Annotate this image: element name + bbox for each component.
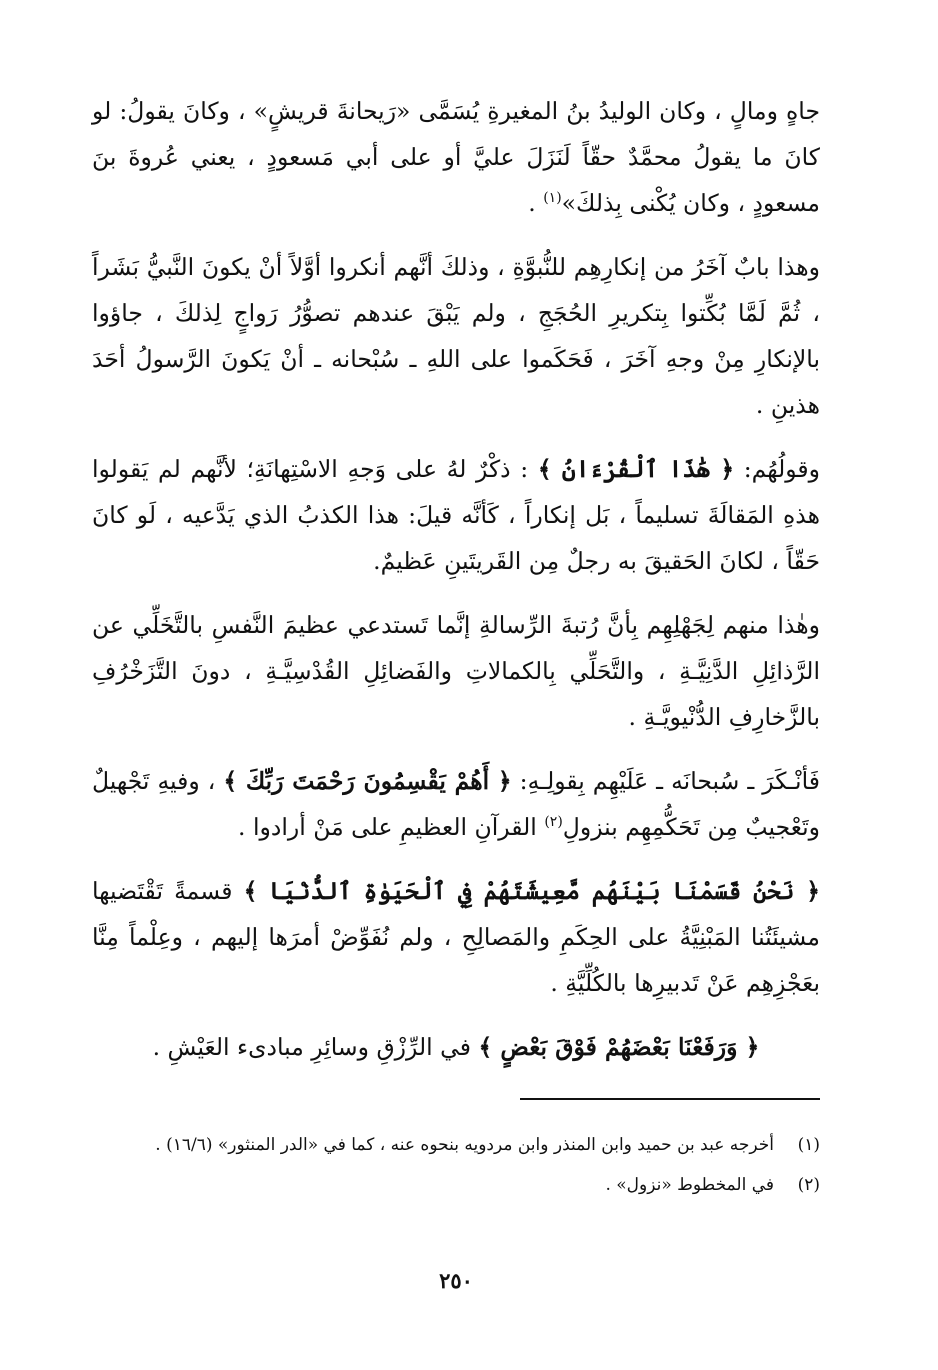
footnote-text: في المخطوط «نزول» . — [605, 1175, 774, 1195]
paragraph-3 — [92, 446, 820, 584]
quran-quote: ﴿ أَهُمْ يَقْسِمُونَ رَحْمَتَ رَبِّكَ ﴾ — [223, 767, 512, 795]
paragraph-5-tail: القرآنِ العظيمِ على مَنْ أرادوا . — [238, 813, 545, 841]
page-body — [92, 88, 820, 1338]
paragraph-1 — [92, 88, 820, 226]
footnote-divider — [520, 1098, 820, 1100]
quran-quote: ﴿ هَٰذَا ٱلْقُرْءَانُ ﴾ — [537, 455, 735, 483]
paragraph-5-lead: فَأنْـكَرَ ـ سُبحانَه ـ عَلَيْهِم بِقولِـهِ: — [511, 767, 820, 795]
footnote-ref-1[interactable]: (١) — [543, 190, 562, 207]
footnote-1 — [92, 1128, 820, 1162]
paragraph-1-tail: . — [528, 189, 544, 217]
paragraph-2 — [92, 244, 820, 428]
page-number: ٢٥٠ — [439, 1268, 473, 1293]
quran-quote: ﴿ وَرَفَعْنَا بَعْضَهُمْ فَوْقَ بَعْضٍ ﴾ — [478, 1033, 760, 1061]
paragraph-6 — [92, 868, 820, 1006]
footnote-ref-2[interactable]: (٢) — [544, 814, 563, 831]
paragraph-4 — [92, 602, 820, 740]
paragraph-2-text: وهذا بابٌ آخَرُ من إنكارِهِم للنُّبوَّةِ ، وذلكَ أنَّهم أنكروا أوَّلاً أنْ يكونَ النَّبيُّ بَشَراً ، ثُمَّ لَمَّا بُكِّتوا بِتكريرِ الحُجَجِ ، ولم يَبْقَ عندهم تصوُّرُ رَواجٍ لِذلكَ ، جاؤوا بالإنكارِ مِنْ وجهِ آخَرَ ، فَحَكَموا على اللهِ ـ سُبْحانه ـ أنْ يَكونَ الرَّسولُ أحَدَ هذينِ . — [92, 253, 820, 419]
paragraph-7-text: في الرِّزْقِ وسائِرِ مبادىء العَيْشِ . — [152, 1033, 479, 1061]
paragraph-6-text: قسمةً تَقْتَضيها مشيئَتُنا المَبْنِيَّةُ على الحِكَمِ والمَصالِحِ ، ولم نُفَوِّضْ أمرَها إليهم ، وعِلْماً مِنَّا بعَجْزِهِم عَنْ تَدبيرِها بالكُلِّيَّةِ . — [92, 877, 820, 997]
quran-quote: ﴿ نَحْنُ قَسَمْنَا بَيْنَهُم مَّعِيشَتَهُمْ فِي ٱلْحَيَوٰةِ ٱلدُّنْيَا ﴾ — [243, 877, 821, 905]
footnote-number: (١) — [797, 1135, 820, 1155]
paragraph-5-text: ، وفيهِ تَجْهيلٌ وتَعْجيبٌ مِن تَحَكُّمِهِم بنزولِ — [92, 767, 820, 841]
paragraph-4-text: وهٰذا منهم لِجَهْلِهِم بِأنَّ رُتبةَ الرِّسالةِ إنَّما تَستدعي عظيمَ النَّفسِ بالتَّخَلِّي عن الرَّذائِلِ الدَّنِيَّـةِ ، والتَّحَلِّي بِالكمالاتِ والفَضائِلِ القُدْسِيَّـةِ ، دونَ التَّزَخْرُفِ بالزَّخارِفِ الدُّنْيويَّـةِ . — [92, 611, 820, 731]
footnote-text: أخرجه عبد بن حميد وابن المنذر وابن مردويه بنحوه عنه ، كما في «الدر المنثور» (١٦/٦) . — [155, 1135, 774, 1155]
footnote-number: (٢) — [797, 1175, 820, 1195]
paragraph-3-text: : ذكْرٌ لهُ على وَجهِ الاسْتِهانَةِ؛ لأنَّهم لم يَقولوا هذهِ المَقالَةَ تسليماً ، بَل إنكاراً ، كَأنَّه قيلَ: هذا الكذبُ الذي يَدَّعيه ، لَو كانَ حَقّاً ، لكانَ الحَقيقَ به رجلٌ مِن القَريتَينِ عَظيمٌ. — [92, 455, 820, 575]
paragraph-7 — [92, 1024, 820, 1070]
paragraph-1-text: جاهٍ ومالٍ ، وكان الوليدُ بنُ المغيرةِ يُسَمَّى «رَيحانةَ قريشٍ» ، وكانَ يقولُ: لو كانَ ما يقولُ محمَّدٌ حقّاً لَنَزَلَ عليَّ أو على أبي مَسعودٍ ، يعني عُروةَ بنَ مسعودٍ ، وكان يُكْنى بِذلكَ» — [92, 97, 820, 217]
paragraph-3-lead: وقولُهُم: — [734, 455, 821, 483]
paragraph-5 — [92, 758, 820, 850]
footnote-2 — [92, 1168, 820, 1202]
footnotes — [92, 1128, 820, 1208]
